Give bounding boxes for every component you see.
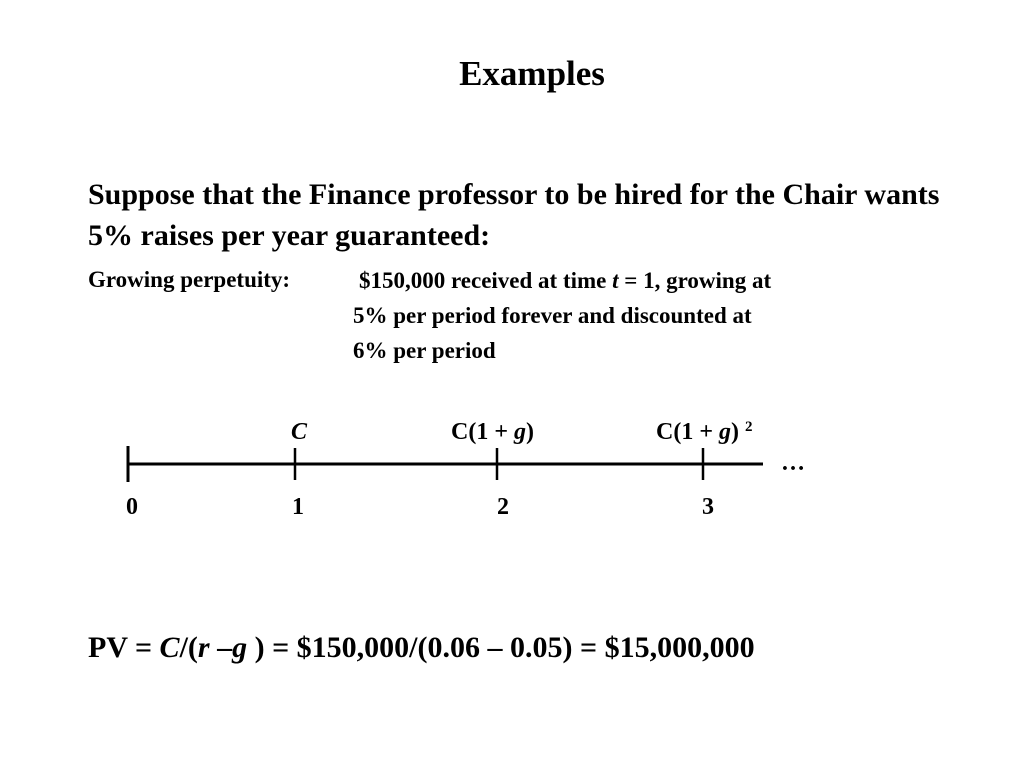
cash-flow-t3 (656, 419, 753, 445)
cash-flow-t2 (451, 419, 534, 445)
time-variable: t (612, 268, 619, 293)
description-line-1-part-2: = 1, growing at (618, 268, 772, 293)
pv-label: PV = (88, 631, 160, 664)
cash-flow-t2-suffix: ) (526, 419, 534, 445)
pv-cash-flow-var: C (159, 631, 180, 664)
description-line-2: 5% per period forever and discounted at (353, 303, 752, 328)
pv-result: ) = $150,000/(0.06 – 0.05) = $15,000,000 (247, 631, 755, 664)
cash-flow-t3-prefix: C(1 + (656, 419, 719, 445)
growing-perpetuity-label: Growing perpetuity: (88, 267, 291, 292)
cash-flow-t1: C (291, 419, 308, 445)
period-label-2: 2 (497, 494, 509, 520)
slide-title: Examples (459, 54, 605, 93)
cash-flow-t3-suffix: ) (731, 419, 745, 445)
pv-rate-var: r (197, 631, 210, 664)
pv-formula (88, 630, 755, 666)
description-line-3: 6% per period (353, 338, 496, 363)
period-label-1: 1 (292, 494, 304, 520)
cash-flow-t3-growth: g (719, 419, 731, 445)
intro-text: Suppose that the Finance professor to be hired for the Chair wants 5% raises per year guaranteed: (88, 178, 940, 252)
period-label-3: 3 (702, 494, 714, 520)
cash-flow-t2-prefix: C(1 + (451, 419, 514, 445)
cash-flow-t3-exponent: 2 (745, 419, 753, 435)
pv-open-paren: /( (179, 631, 198, 664)
timeline-ellipsis: … (781, 450, 805, 476)
cash-flow-t2-growth: g (514, 419, 526, 445)
description-line-1-part-1: $150,000 received at time (359, 268, 607, 293)
pv-growth-var: g (232, 631, 248, 664)
pv-minus: – (209, 631, 233, 664)
period-label-0: 0 (126, 494, 138, 520)
